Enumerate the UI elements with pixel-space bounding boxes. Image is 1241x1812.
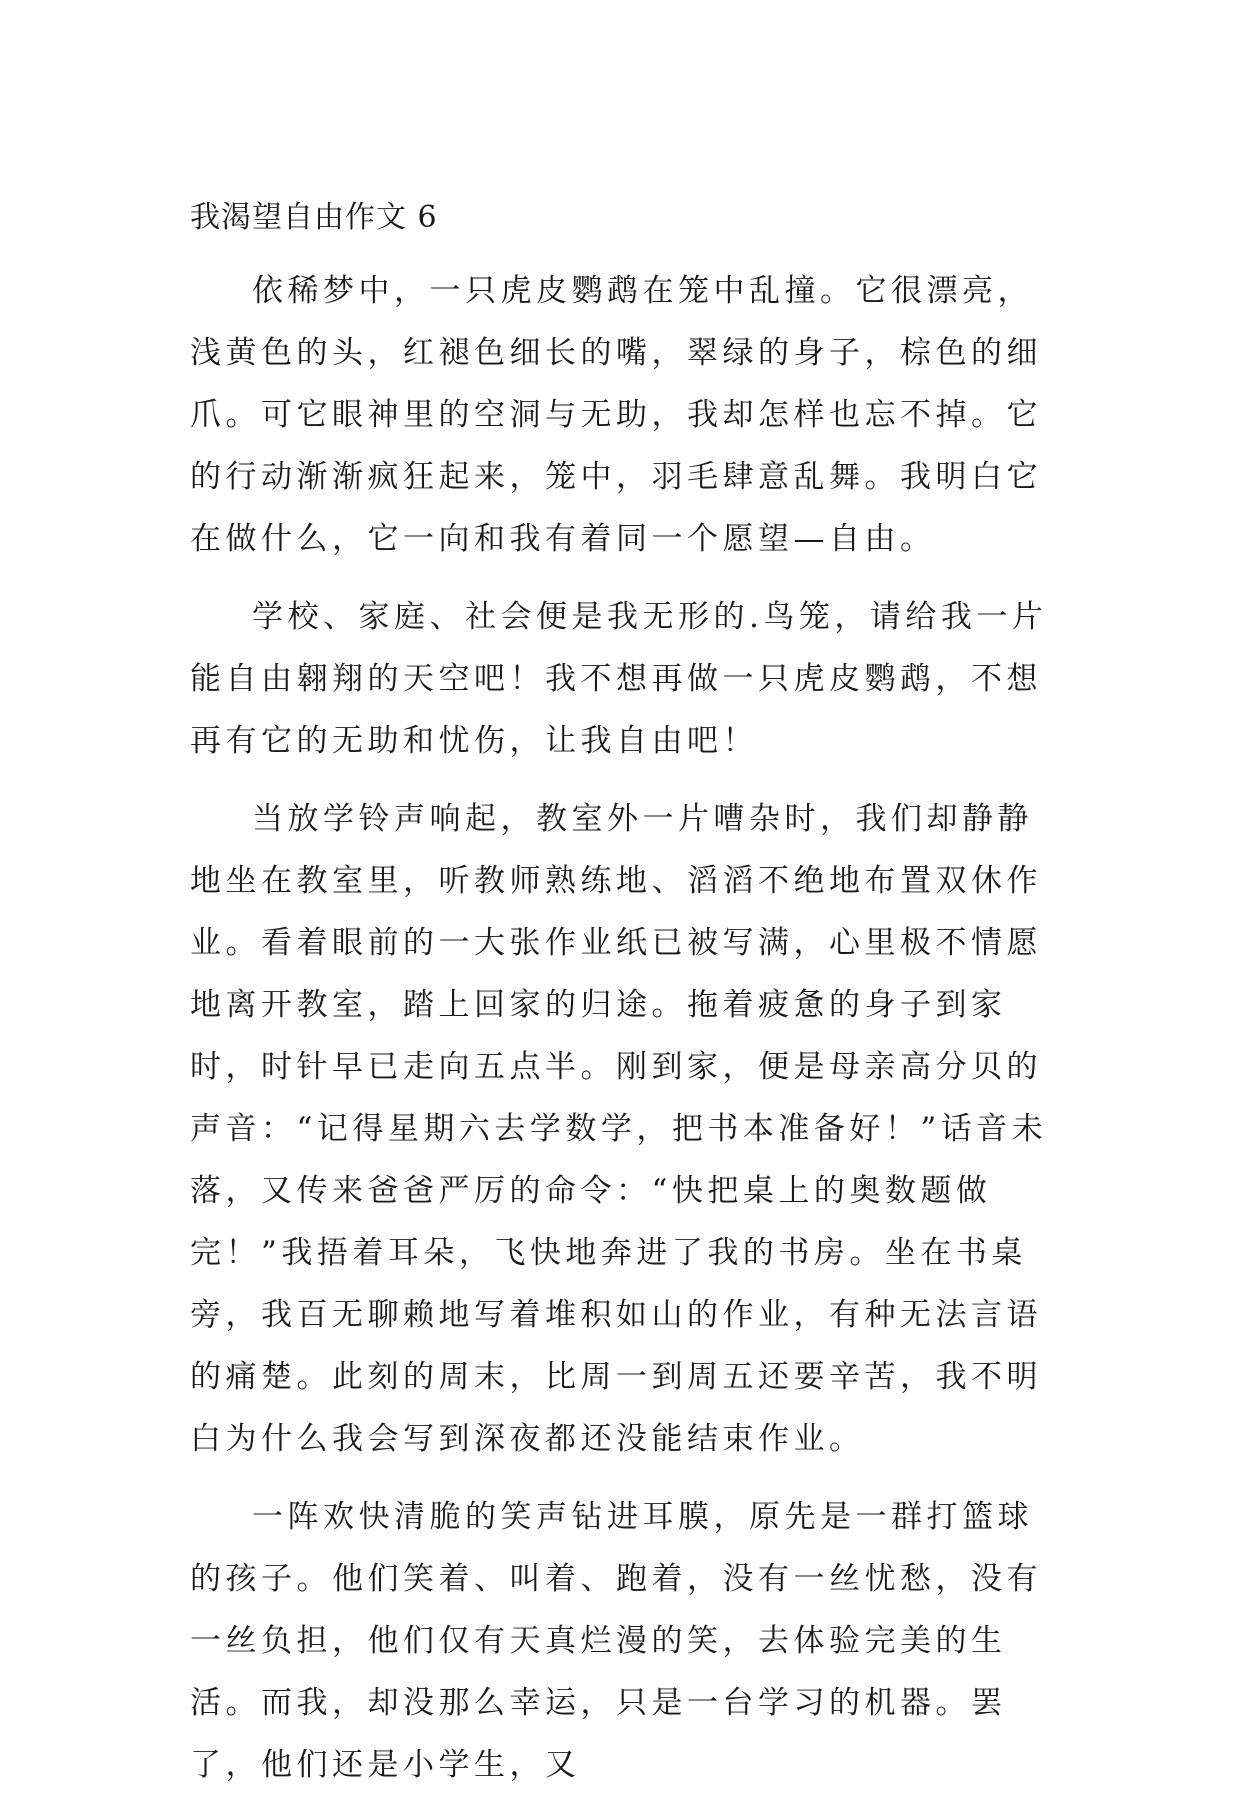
paragraph-3: 当放学铃声响起，教室外一片嘈杂时，我们却静静地坐在教室里，听教师熟练地、滔滔不绝地布置双休作业。看着眼前的一大张作业纸已被写满，心里极不情愿地离开教室，踏上回家的归途。拖着疲惫的身子到家时，时针早已走向五点半。刚到家，便是母亲高分贝的声音：“记得星期六去学数学，把书本准备好！”话音未落，又传来爸爸严厉的命令：“快把桌上的奥数题做完！”我捂着耳朵，飞快地奔进了我的书房。坐在书桌旁，我百无聊赖地写着堆积如山的作业，有种无法言语的痛楚。此刻的周末，比周一到周五还要辛苦，我不明白为什么我会写到深夜都还没能结束作业。 xyxy=(190,801,1048,1457)
essay-title: 我渴望自由作文 6 xyxy=(190,200,438,235)
document-body xyxy=(190,198,1050,1812)
paragraph-2: 学校、家庭、社会便是我无形的.鸟笼，请给我一片能自由翱翔的天空吧！我不想再做一只虎皮鹦鹉，不想再有它的无助和忧伤，让我自由吧！ xyxy=(190,599,1048,759)
paragraph-1: 依稀梦中，一只虎皮鹦鹉在笼中乱撞。它很漂亮，浅黄色的头，红褪色细长的嘴，翠绿的身子，棕色的细爪。可它眼神里的空洞与无助，我却怎样也忘不掉。它的行动渐渐疯狂起来，笼中，羽毛肆意乱舞。我明白它在做什么，它一向和我有着同一个愿望—自由。 xyxy=(190,273,1042,557)
paragraph-4: 一阵欢快清脆的笑声钻进耳膜，原先是一群打篮球的孩子。他们笑着、叫着、跑着，没有一丝忧愁，没有一丝负担，他们仅有天真烂漫的笑，去体验完美的生活。而我，却没那么幸运，只是一台学习的机器。罢了，他们还是小学生，又 xyxy=(190,1499,1042,1783)
